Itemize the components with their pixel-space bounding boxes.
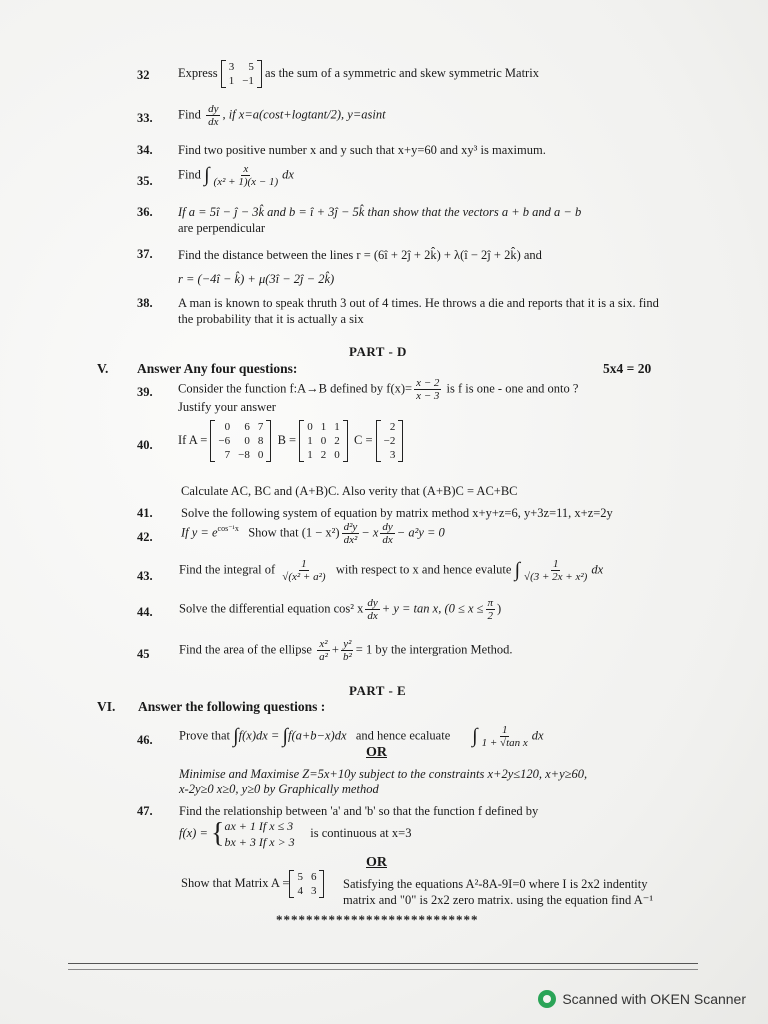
- piecewise-cases: ax + 1 If x ≤ 3 bx + 3 If x > 3: [224, 819, 295, 849]
- section-roman: VI.: [97, 699, 116, 714]
- first-derivative: $\frac{dy}{dx}$: [382, 521, 393, 546]
- question-text: , if x=a(cost+logtant/2), y=asint: [222, 107, 386, 122]
- question-39: [178, 377, 578, 402]
- question-45: Find the area of the ellipse $\frac{\text{x²}}{\text{a²}}$ + $\frac{\text{y²}}{\text{b²}}$ = 1 by the intergration Method.: [179, 638, 513, 663]
- section-marks: 5x4 = 20: [603, 361, 652, 376]
- question-text: and hence ecaluate: [355, 728, 451, 743]
- matrix-a: 0 6 7 −6 0 8 7 −8 0: [210, 420, 271, 462]
- integral-sign: ∫: [282, 725, 288, 747]
- question-text: is f is one - one and onto ?: [446, 381, 579, 396]
- exponent: cos⁻¹x: [217, 524, 239, 534]
- brace: {: [211, 818, 225, 849]
- question-47: Find the relationship between 'a' and 'b' so that the function f defined by: [179, 804, 539, 818]
- question-number: 44.: [137, 605, 153, 619]
- question-text: Find the integral of: [179, 562, 276, 577]
- question-47-alt-line2: matrix and "0" is 2x2 zero matrix. using the equation find A⁻¹: [343, 893, 654, 907]
- pi-fraction: $\frac{\pi}{2}$: [487, 597, 494, 622]
- integrand-fraction: $\frac{x}{\text{(x² + 1)(x − 1)}}$: [213, 163, 279, 188]
- end-stars: ***************************: [276, 912, 479, 927]
- question-text: Find: [178, 107, 201, 122]
- question-41: Solve the following system of equation by matrix method x+y+z=6, y+3z=11, x+z=2y: [181, 506, 613, 520]
- question-text: is continuous at x=3: [310, 825, 412, 840]
- question-47-alt: [181, 870, 324, 898]
- question-number: 41.: [137, 506, 153, 520]
- question-number: 36.: [137, 205, 153, 219]
- differential: dx: [282, 167, 294, 182]
- question-text: Consider the function f:A→B defined by f(x)=: [178, 381, 413, 396]
- question-text: with respect to x and hence evalute: [335, 562, 512, 577]
- question-40: [178, 420, 403, 462]
- integral-sign: ∫: [204, 164, 210, 186]
- question-43: Find the integral of $\frac{1}{\text{√(x² + a²)}}$ with respect to x and hence evalute ∫ $\frac{1}{\text{√(3 + 2x + x²)}}$ dx: [179, 558, 604, 583]
- matrix-label: B =: [277, 432, 297, 447]
- question-44: Solve the differential equation cos² x $\frac{dy}{dx}$ + y = tan x, (0 ≤ x ≤ $\frac{\pi}{2}$ ): [179, 597, 502, 622]
- question-32: [178, 60, 539, 88]
- matrix-b: 0 1 1 1 0 2 1 2 0: [299, 420, 348, 462]
- oken-logo-icon: [538, 990, 556, 1008]
- section-heading: Answer the following questions :: [138, 699, 326, 714]
- question-46: Prove that ∫f(x)dx = ∫f(a+b−x)dx and hence ecaluate ∫ $\frac{1}{\text{1 + √tan x}}$ dx: [179, 724, 544, 749]
- question-text: Solve the differential equation cos² x: [179, 601, 364, 616]
- question-number: 32: [137, 68, 150, 82]
- integral-sign: ∫: [233, 725, 239, 747]
- question-text: Express: [178, 65, 218, 80]
- matrix-label: If A =: [178, 432, 208, 447]
- or-divider: OR: [366, 855, 387, 870]
- part-e-title: PART - E: [349, 683, 407, 698]
- question-text: Find the area of the ellipse: [179, 642, 312, 657]
- question-text: = 1 by the intergration Method.: [355, 642, 513, 657]
- part-d-title: PART - D: [349, 344, 407, 359]
- question-46-alt-line2: x-2y≥0 x≥0, y≥0 by Graphically method: [179, 782, 379, 796]
- question-47-alt-line1: Satisfying the equations A²-8A-9I=0 where I is 2x2 indentity: [343, 877, 648, 891]
- integrand-fraction: $\frac{1}{\text{√(x² + a²)}}$: [282, 558, 326, 583]
- second-derivative: $\frac{\text{d²y}}{\text{dx²}}$: [343, 521, 358, 546]
- integrand-fraction: $\frac{1}{\text{1 + √tan x}}$: [481, 724, 528, 749]
- ellipse-term: $\frac{\text{y²}}{\text{b²}}$: [342, 638, 352, 663]
- integral-sign: ∫: [514, 559, 521, 581]
- question-number: 35.: [137, 174, 153, 188]
- question-35: [178, 163, 294, 188]
- watermark-text: Scanned with OKEN Scanner: [562, 991, 746, 1007]
- question-number: 37.: [137, 247, 153, 261]
- question-36-line2: are perpendicular: [178, 221, 266, 235]
- derivative-fraction: $\frac{dy}{dx}$: [208, 103, 219, 128]
- question-47-function: [179, 818, 411, 850]
- matrix-c: 2 −2 3: [376, 420, 404, 462]
- function-label: f(x) =: [179, 825, 208, 840]
- question-text: If y = e: [181, 525, 218, 540]
- integral-sign: ∫: [472, 725, 478, 747]
- question-text: Prove that: [179, 728, 231, 743]
- question-number: 46.: [137, 733, 153, 747]
- integrand-fraction: $\frac{1}{\text{√(3 + 2x + x²)}}$: [524, 558, 588, 583]
- question-number: 33.: [137, 111, 153, 125]
- question-37-line2: r = (−4î − k̂) + μ(3î − 2ĵ − 2k̂): [178, 272, 335, 286]
- question-40-line2: Calculate AC, BC and (A+B)C. Also verity that (A+B)C = AC+BC: [181, 484, 518, 498]
- matrix-label: C =: [353, 432, 373, 447]
- question-number: 40.: [137, 438, 153, 452]
- question-text: + y = tan x, (0 ≤ x ≤: [381, 601, 484, 616]
- ellipse-term: $\frac{\text{x²}}{\text{a²}}$: [319, 638, 328, 663]
- question-42: If $y = e^{cos^{-1}x}$ Show that (1 − x²) $\frac{\text{d²y}}{\text{dx²}}$ − x $\frac{dy}{dx}$ − a²y = 0: [181, 521, 445, 546]
- question-number: 45: [137, 647, 150, 661]
- question-37: Find the distance between the lines r = (6î + 2ĵ + 2k̂) + λ(î − 2ĵ + 2k̂) and: [178, 248, 542, 262]
- question-number: 43.: [137, 569, 153, 583]
- question-39-line2: Justify your answer: [178, 400, 276, 414]
- question-36: If a = 5î − ĵ − 3k̂ and b = î + 3ĵ − 5k̂ than show that the vectors a + b and a − b: [178, 205, 582, 219]
- question-text: as the sum of a symmetric and skew symmetric Matrix: [265, 65, 539, 80]
- question-text: Find: [178, 167, 201, 182]
- section-roman: V.: [97, 361, 109, 376]
- question-number: 47.: [137, 804, 153, 818]
- question-38-line2: the probability that it is actually a six: [178, 312, 364, 326]
- divider-line: [68, 969, 698, 970]
- scanner-watermark: [538, 990, 746, 1008]
- question-text: Show that Matrix A =: [181, 875, 290, 890]
- question-38: A man is known to speak thruth 3 out of 4 times. He throws a die and reports that it is a six. find: [178, 296, 659, 310]
- question-number: 39.: [137, 385, 153, 399]
- or-divider: OR: [366, 745, 387, 760]
- question-text: Show that (1 − x²): [248, 525, 340, 540]
- matrix-a: 5 6 4 3: [289, 870, 324, 898]
- section-heading: Answer Any four questions:: [137, 361, 298, 376]
- question-number: 34.: [137, 143, 153, 157]
- question-33: [178, 103, 386, 128]
- derivative-fraction: $\frac{dy}{dx}$: [367, 597, 378, 622]
- divider-line: [68, 963, 698, 964]
- matrix: 3 5 1 −1: [221, 60, 262, 88]
- question-34: Find two positive number x and y such that x+y=60 and xy³ is maximum.: [178, 143, 546, 157]
- question-number: 42.: [137, 530, 153, 544]
- question-text: − a²y = 0: [396, 525, 445, 540]
- question-number: 38.: [137, 296, 153, 310]
- function-fraction: $\frac{x - 2}{x - 3}$: [416, 377, 440, 402]
- question-46-alt-line1: Minimise and Maximise Z=5x+10y subject to the constraints x+2y≤120, x+y≥60,: [179, 767, 588, 781]
